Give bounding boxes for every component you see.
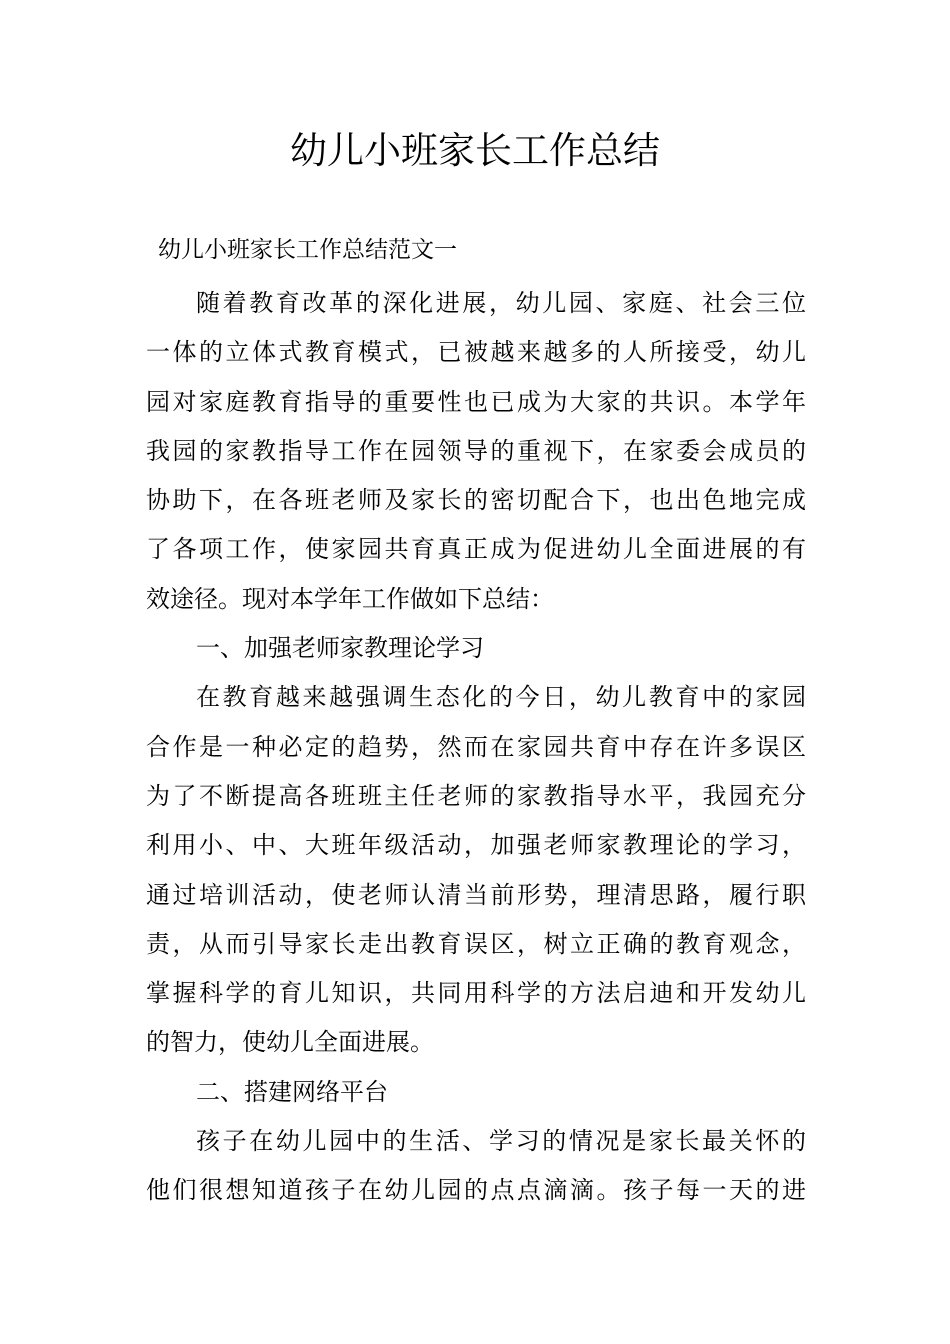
- paragraph-line: 随着教育改革的深化进展，幼儿园、家庭、社会三位: [196, 289, 806, 317]
- paragraph-line: 通过培训活动，使老师认清当前形势，理清思路，履行职: [146, 880, 806, 909]
- document-subtitle: 幼儿小班家长工作总结范文一: [158, 237, 457, 263]
- paragraph-line: 园对家庭教育指导的重要性也已成为大家的共识。本学年: [146, 387, 806, 416]
- paragraph-line: 我园的家教指导工作在园领导的重视下，在家委会成员的: [146, 436, 806, 465]
- paragraph-line: 利用小、中、大班年级活动，加强老师家教理论的学习，: [146, 831, 806, 860]
- paragraph-line: 他们很想知道孩子在幼儿园的点点滴滴。孩子每一天的进: [146, 1176, 806, 1205]
- document-title: 幼儿小班家长工作总结: [290, 129, 660, 172]
- paragraph-line: 一体的立体式教育模式，已被越来越多的人所接受，幼儿: [146, 338, 806, 367]
- paragraph-line: 效途径。现对本学年工作做如下总结：: [146, 584, 554, 613]
- paragraph-line: 为了不断提高各班班主任老师的家教指导水平，我园充分: [146, 781, 806, 810]
- paragraph-line: 责，从而引导家长走出教育误区，树立正确的教育观念，: [146, 929, 806, 958]
- document-body: [146, 279, 806, 1216]
- section-heading: 二、搭建网络平台: [196, 1077, 388, 1106]
- paragraph-line: 掌握科学的育儿知识，共同用科学的方法启迪和开发幼儿: [146, 979, 806, 1008]
- paragraph-line: 协助下，在各班老师及家长的密切配合下，也出色地完成: [146, 486, 806, 515]
- paragraph-line: 孩子在幼儿园中的生活、学习的情况是家长最关怀的: [196, 1127, 806, 1156]
- paragraph-line: 的智力，使幼儿全面进展。: [146, 1028, 434, 1057]
- paragraph-line: 合作是一种必定的趋势，然而在家园共育中存在许多误区: [146, 732, 806, 761]
- section-heading: 一、加强老师家教理论学习: [196, 634, 484, 663]
- paragraph-line: 了各项工作，使家园共育真正成为促进幼儿全面进展的有: [146, 535, 806, 564]
- paragraph-line: 在教育越来越强调生态化的今日，幼儿教育中的家园: [196, 683, 806, 712]
